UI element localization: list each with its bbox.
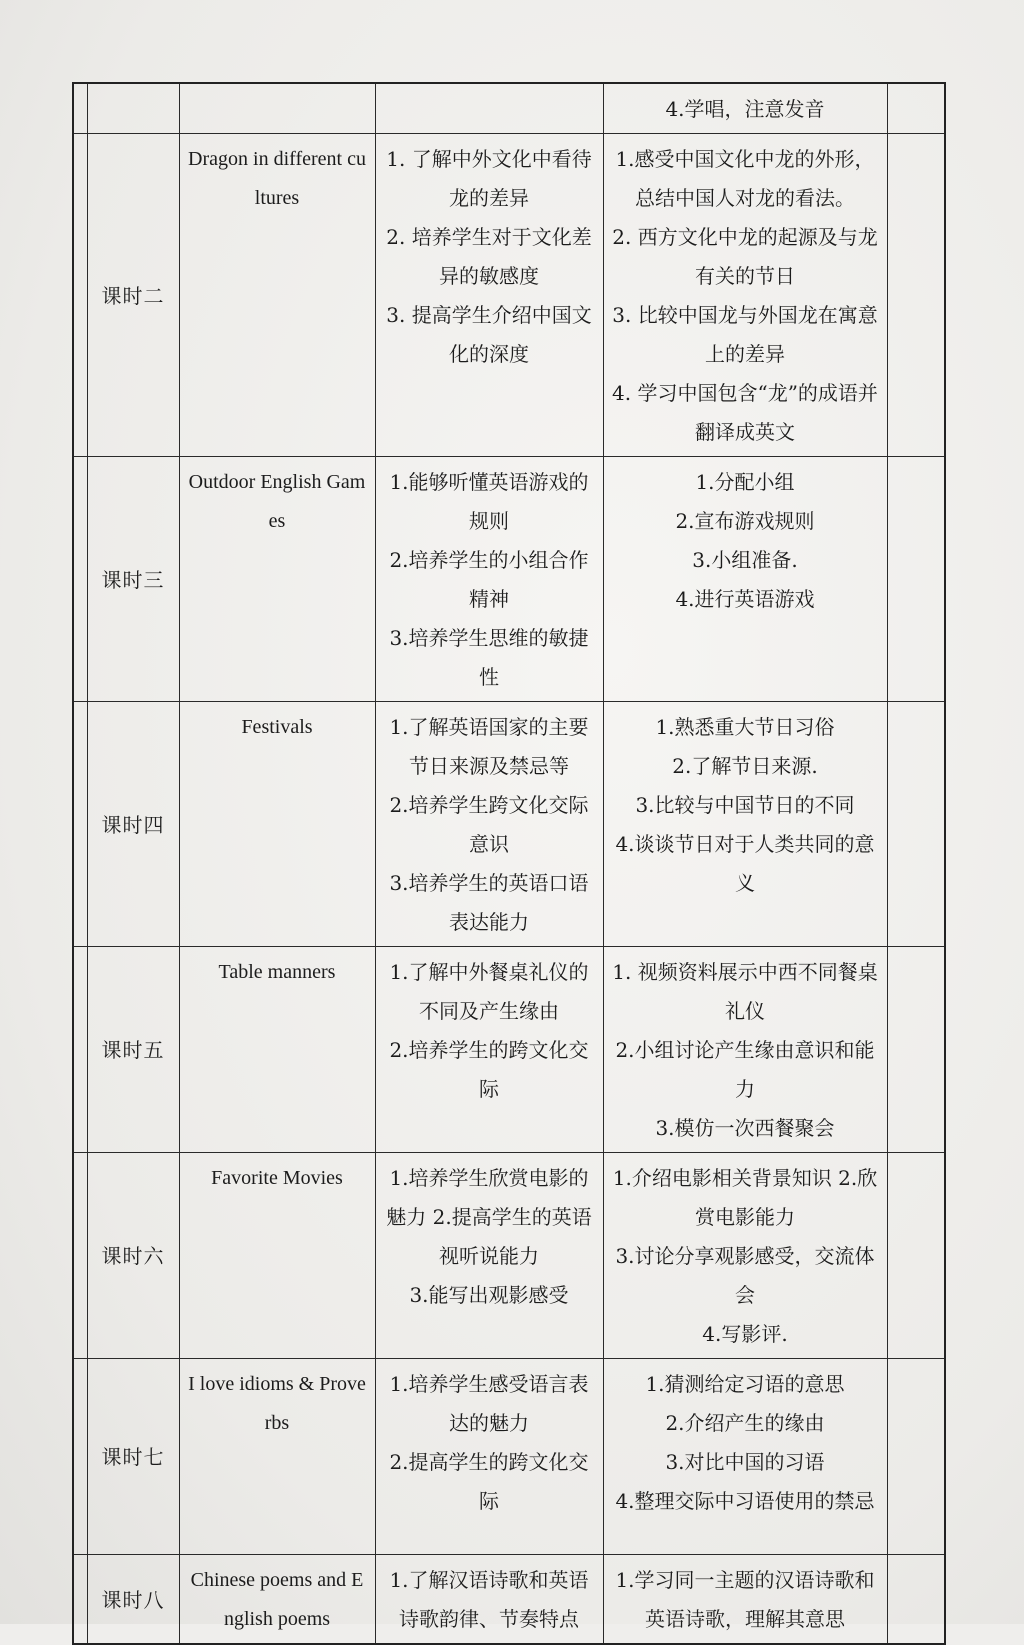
lesson-plan-table: [72, 82, 946, 1645]
lesson-cell: [87, 83, 179, 134]
objectives-cell: [375, 702, 603, 947]
activities-cell: [603, 1555, 887, 1645]
list-item: 2.介绍产生的缘由: [665, 1411, 825, 1435]
list-item: 3. 提高学生介绍中国文化的深度: [386, 303, 592, 366]
activities-cell: [603, 457, 887, 702]
list-item: 1.了解中外餐桌礼仪的不同及产生缘由: [389, 960, 589, 1023]
table-row: [73, 702, 945, 947]
left-margin-cell: [73, 947, 87, 1153]
left-margin-cell: [73, 134, 87, 457]
list-item: 4.写影评.: [702, 1322, 788, 1346]
activities-cell: [603, 134, 887, 457]
list-item: 3.模仿一次西餐聚会: [655, 1116, 835, 1140]
activities-cell: [603, 83, 887, 134]
right-margin-cell: [887, 702, 945, 947]
list-item: 1.能够听懂英语游戏的规则: [389, 470, 589, 533]
objectives-cell: [375, 1555, 603, 1645]
list-item: 1.熟悉重大节日习俗: [655, 715, 835, 739]
objectives-cell: [375, 1359, 603, 1555]
list-item: 2.提高学生的跨文化交际: [389, 1450, 589, 1513]
list-item: 1.学习同一主题的汉语诗歌和英语诗歌，理解其意思: [615, 1568, 875, 1631]
lesson-cell: 课时五: [87, 947, 179, 1153]
list-item: 2. 西方文化中龙的起源及与龙有关的节日: [612, 225, 878, 288]
topic-cell: [179, 83, 375, 134]
left-margin-cell: [73, 1153, 87, 1359]
topic-cell: Chinese poems and English poems: [179, 1555, 375, 1645]
table-row: [73, 1555, 945, 1645]
left-margin-cell: [73, 457, 87, 702]
list-item: 1.分配小组: [695, 470, 795, 494]
list-item: 1.培养学生感受语言表达的魅力: [389, 1372, 589, 1435]
list-item: 3.比较与中国节日的不同: [635, 793, 855, 817]
objectives-cell: [375, 83, 603, 134]
list-item: 1.培养学生欣赏电影的魅力 2.提高学生的英语视听说能力: [386, 1166, 592, 1268]
list-item: 2.培养学生的跨文化交际: [389, 1038, 589, 1101]
topic-cell: Table manners: [179, 947, 375, 1153]
objectives-cell: [375, 1153, 603, 1359]
lesson-cell: 课时四: [87, 702, 179, 947]
table-row: [73, 457, 945, 702]
list-item: 3.培养学生的英语口语表达能力: [389, 871, 589, 934]
topic-cell: Festivals: [179, 702, 375, 947]
list-item: 3.讨论分享观影感受，交流体会: [615, 1244, 875, 1307]
list-item: 1.了解英语国家的主要节日来源及禁忌等: [389, 715, 589, 778]
list-item: 2.宣布游戏规则: [675, 509, 815, 533]
lesson-cell: 课时六: [87, 1153, 179, 1359]
right-margin-cell: [887, 1555, 945, 1645]
list-item: 1.介绍电影相关背景知识 2.欣赏电影能力: [612, 1166, 878, 1229]
list-item: 2.小组讨论产生缘由意识和能力: [615, 1038, 875, 1101]
topic-cell: Dragon in different cultures: [179, 134, 375, 457]
list-item: 1. 视频资料展示中西不同餐桌礼仪: [612, 960, 878, 1023]
list-item: 3.能写出观影感受: [409, 1283, 569, 1307]
objectives-cell: [375, 947, 603, 1153]
list-item: 4.学唱，注意发音: [665, 97, 825, 121]
left-margin-cell: [73, 702, 87, 947]
lesson-cell: 课时八: [87, 1555, 179, 1645]
list-item: 4. 学习中国包含“龙”的成语并翻译成英文: [612, 381, 878, 444]
right-margin-cell: [887, 457, 945, 702]
right-margin-cell: [887, 1359, 945, 1555]
list-item: 1.感受中国文化中龙的外形，总结中国人对龙的看法。: [615, 147, 875, 210]
right-margin-cell: [887, 1153, 945, 1359]
right-margin-cell: [887, 134, 945, 457]
list-item: 2. 培养学生对于文化差异的敏感度: [386, 225, 592, 288]
activities-cell: [603, 1153, 887, 1359]
list-item: 2.培养学生跨文化交际意识: [389, 793, 589, 856]
table-row: [73, 947, 945, 1153]
list-item: 2.了解节日来源.: [672, 754, 818, 778]
topic-cell: Favorite Movies: [179, 1153, 375, 1359]
right-margin-cell: [887, 947, 945, 1153]
table-row: [73, 1153, 945, 1359]
lesson-cell: 课时三: [87, 457, 179, 702]
table-row: [73, 1359, 945, 1555]
list-item: 4.进行英语游戏: [675, 587, 815, 611]
topic-cell: I love idioms & Proverbs: [179, 1359, 375, 1555]
list-item: 2.培养学生的小组合作精神: [389, 548, 589, 611]
activities-cell: [603, 1359, 887, 1555]
objectives-cell: [375, 457, 603, 702]
lesson-cell: 课时二: [87, 134, 179, 457]
activities-cell: [603, 702, 887, 947]
left-margin-cell: [73, 1555, 87, 1645]
topic-cell: Outdoor English Games: [179, 457, 375, 702]
list-item: 3.小组准备.: [692, 548, 798, 572]
table-row: [73, 134, 945, 457]
list-item: 3. 比较中国龙与外国龙在寓意上的差异: [612, 303, 878, 366]
list-item: 3.对比中国的习语: [665, 1450, 825, 1474]
list-item: 1. 了解中外文化中看待龙的差异: [386, 147, 592, 210]
objectives-cell: [375, 134, 603, 457]
activities-cell: [603, 947, 887, 1153]
list-item: 3.培养学生思维的敏捷性: [389, 626, 589, 689]
right-margin-cell: [887, 83, 945, 134]
left-margin-cell: [73, 1359, 87, 1555]
list-item: 1.了解汉语诗歌和英语诗歌韵律、节奏特点: [389, 1568, 589, 1631]
table-row: [73, 83, 945, 134]
list-item: 1.猜测给定习语的意思: [645, 1372, 845, 1396]
list-item: 4.整理交际中习语使用的禁忌: [615, 1489, 875, 1513]
list-item: 4.谈谈节日对于人类共同的意义: [615, 832, 875, 895]
left-margin-cell: [73, 83, 87, 134]
lesson-cell: 课时七: [87, 1359, 179, 1555]
